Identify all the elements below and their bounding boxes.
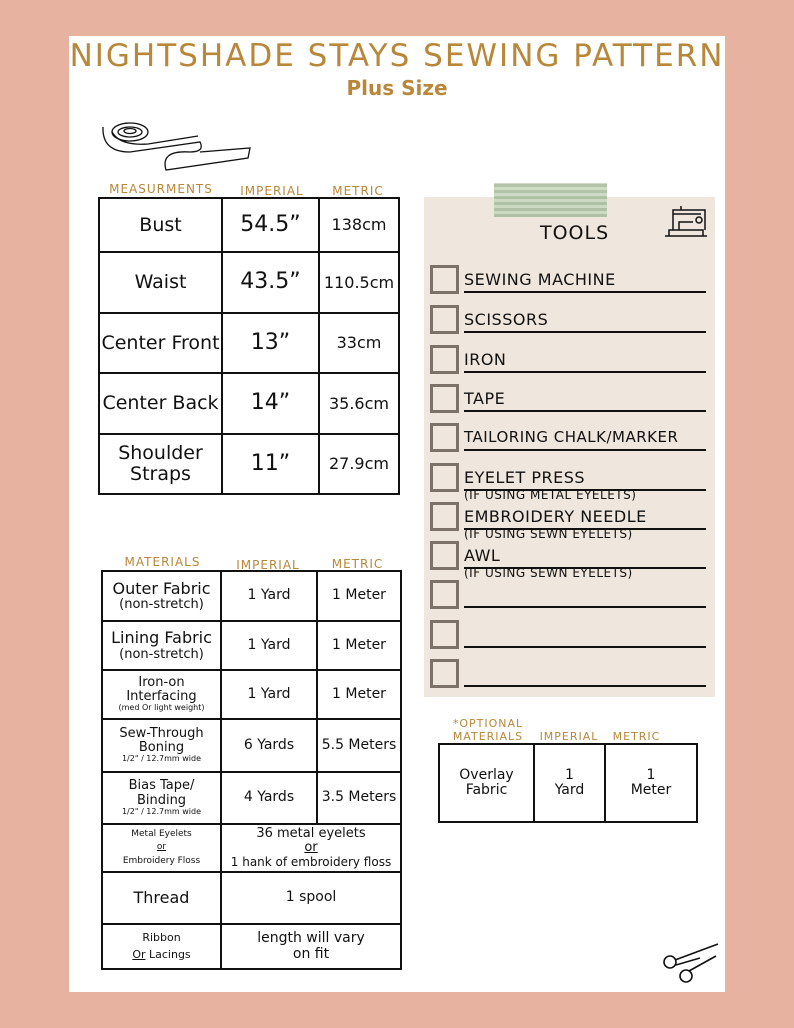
material-note: (non-stretch) [119, 646, 204, 662]
ribbon-value: on fit [292, 945, 330, 962]
tool-label: TAPE [464, 389, 706, 412]
imperial-value: 13” [222, 313, 319, 373]
material-note: (non-stretch) [119, 597, 204, 613]
metric-value: 5.5 Meters [317, 719, 401, 772]
tool-label: TAILORING CHALK/MARKER [464, 428, 706, 451]
measurement-name: Waist [99, 252, 222, 313]
table-row [99, 434, 399, 494]
tool-label: EYELET PRESS [464, 468, 706, 491]
measurements-header: MEASURMENTS [109, 182, 213, 196]
measurement-name: Center Front [99, 313, 222, 373]
page-title: NIGHTSHADE STAYS SEWING PATTERN [69, 38, 725, 74]
tool-item[interactable] [430, 345, 706, 375]
tool-item[interactable] [430, 423, 706, 453]
imperial-value: 54.5” [222, 198, 319, 252]
material-name: Thread [102, 872, 221, 924]
imperial-value: 14” [222, 373, 319, 434]
tools-title: TOOLS [540, 222, 610, 244]
tool-note: (IF USING SEWN EYELETS) [464, 527, 633, 541]
table-row [99, 373, 399, 434]
tool-label: SEWING MACHINE [464, 270, 706, 293]
floss-value: 1 hank of embroidery floss [230, 854, 392, 869]
optional-metric-header: METRIC [612, 730, 661, 743]
checkbox[interactable] [430, 580, 459, 609]
checkbox[interactable] [430, 541, 459, 570]
table-row [102, 824, 401, 872]
tool-item[interactable] [430, 265, 706, 295]
imperial-value: 1 Yard [221, 571, 317, 621]
imperial-unit: Yard [554, 782, 585, 798]
metric-value: 138cm [319, 198, 399, 252]
metric-value: 1 Meter [317, 621, 401, 670]
tool-label: AWL [464, 546, 706, 569]
imperial-value: 43.5” [222, 252, 319, 313]
or-text: or [304, 840, 318, 856]
metric-value: 33cm [319, 313, 399, 373]
ribbon-value: length will vary [257, 930, 365, 947]
imperial-value: 11” [222, 434, 319, 494]
table-row [102, 719, 401, 772]
material-name: Lacings [149, 947, 191, 961]
checkbox[interactable] [430, 620, 459, 649]
metric-value: 27.9cm [319, 434, 399, 494]
material-note: 1/2" / 12.7mm wide [121, 806, 202, 816]
imperial-value: 1 Yard [221, 621, 317, 670]
material-name: Sew-Through Boning [119, 725, 204, 756]
tool-item[interactable] [430, 659, 706, 689]
optional-header: *OPTIONAL MATERIALS [452, 717, 524, 743]
optional-materials-table [438, 743, 698, 823]
material-note: 1/2" / 12.7mm wide [121, 754, 202, 764]
tool-label [464, 585, 706, 608]
measuring-tape-icon [100, 112, 252, 182]
checkbox[interactable] [430, 265, 459, 294]
tool-label: IRON [464, 350, 706, 373]
table-row [99, 252, 399, 313]
tool-item[interactable] [430, 502, 706, 541]
tool-note: (IF USING METAL EYELETS) [464, 488, 637, 502]
tool-item[interactable] [430, 580, 706, 610]
materials-header: MATERIALS [124, 555, 201, 569]
table-row [102, 872, 401, 924]
measurement-name: Bust [99, 198, 222, 252]
material-note: (med Or light weight) [118, 703, 205, 713]
checkbox[interactable] [430, 423, 459, 452]
material-name: Outer Fabric [112, 578, 211, 598]
table-row [102, 772, 401, 824]
tool-item[interactable] [430, 620, 706, 650]
checkbox[interactable] [430, 305, 459, 334]
page-subtitle: Plus Size [346, 76, 448, 100]
measurement-name: Center Back [99, 373, 222, 434]
material-name: Embroidery Floss [122, 855, 201, 866]
checkbox[interactable] [430, 345, 459, 374]
table-row [439, 744, 697, 822]
checkbox[interactable] [430, 502, 459, 531]
metric-value: 3.5 Meters [317, 772, 401, 824]
measurements-metric-header: METRIC [332, 184, 384, 198]
eyelets-value: 36 metal eyelets [256, 826, 366, 842]
checkbox[interactable] [430, 463, 459, 492]
thread-value: 1 spool [221, 872, 401, 924]
tool-item[interactable] [430, 463, 706, 502]
metric-value: 110.5cm [319, 252, 399, 313]
metric-value: 1 [646, 766, 656, 783]
metric-value: 1 Meter [317, 571, 401, 621]
sewing-machine-icon [661, 204, 711, 240]
imperial-value: 6 Yards [221, 719, 317, 772]
measurements-imperial-header: IMPERIAL [240, 184, 304, 198]
imperial-value: 1 Yard [221, 670, 317, 719]
table-row [102, 670, 401, 719]
tool-item[interactable] [430, 384, 706, 414]
optional-imperial-header: IMPERIAL [539, 730, 599, 743]
metric-value: 35.6cm [319, 373, 399, 434]
materials-metric-header: METRIC [331, 557, 384, 571]
checkbox[interactable] [430, 659, 459, 688]
table-row [99, 198, 399, 252]
measurement-name: Shoulder Straps [99, 434, 222, 494]
tool-label: SCISSORS [464, 310, 706, 333]
materials-table [101, 570, 402, 970]
material-name: Lining Fabric [111, 628, 212, 647]
material-name: Overlay Fabric [439, 744, 534, 822]
tool-item[interactable] [430, 305, 706, 335]
tool-label [464, 625, 706, 648]
tool-label: EMBROIDERY NEEDLE [464, 507, 706, 530]
material-name: Ribbon [142, 931, 181, 944]
table-row [102, 621, 401, 670]
washi-tape-decoration [494, 183, 607, 217]
material-name: Metal Eyelets [131, 828, 192, 839]
tool-item[interactable] [430, 541, 706, 580]
materials-imperial-header: IMPERIAL [236, 558, 300, 572]
imperial-value: 1 [565, 766, 574, 783]
or-text: Or [132, 947, 146, 961]
tool-label [464, 664, 706, 687]
table-row [102, 924, 401, 969]
checkbox[interactable] [430, 384, 459, 413]
table-row [102, 571, 401, 621]
imperial-value: 4 Yards [221, 772, 317, 824]
or-text: or [156, 842, 167, 853]
tool-note: (IF USING SEWN EYELETS) [464, 566, 633, 580]
table-row [99, 313, 399, 373]
material-name: Bias Tape/ Binding [128, 778, 195, 808]
scissors-icon [660, 940, 720, 984]
measurements-table [98, 197, 400, 495]
material-name: Iron-on Interfacing [126, 674, 197, 705]
metric-unit: Meter [630, 782, 672, 798]
metric-value: 1 Meter [317, 670, 401, 719]
